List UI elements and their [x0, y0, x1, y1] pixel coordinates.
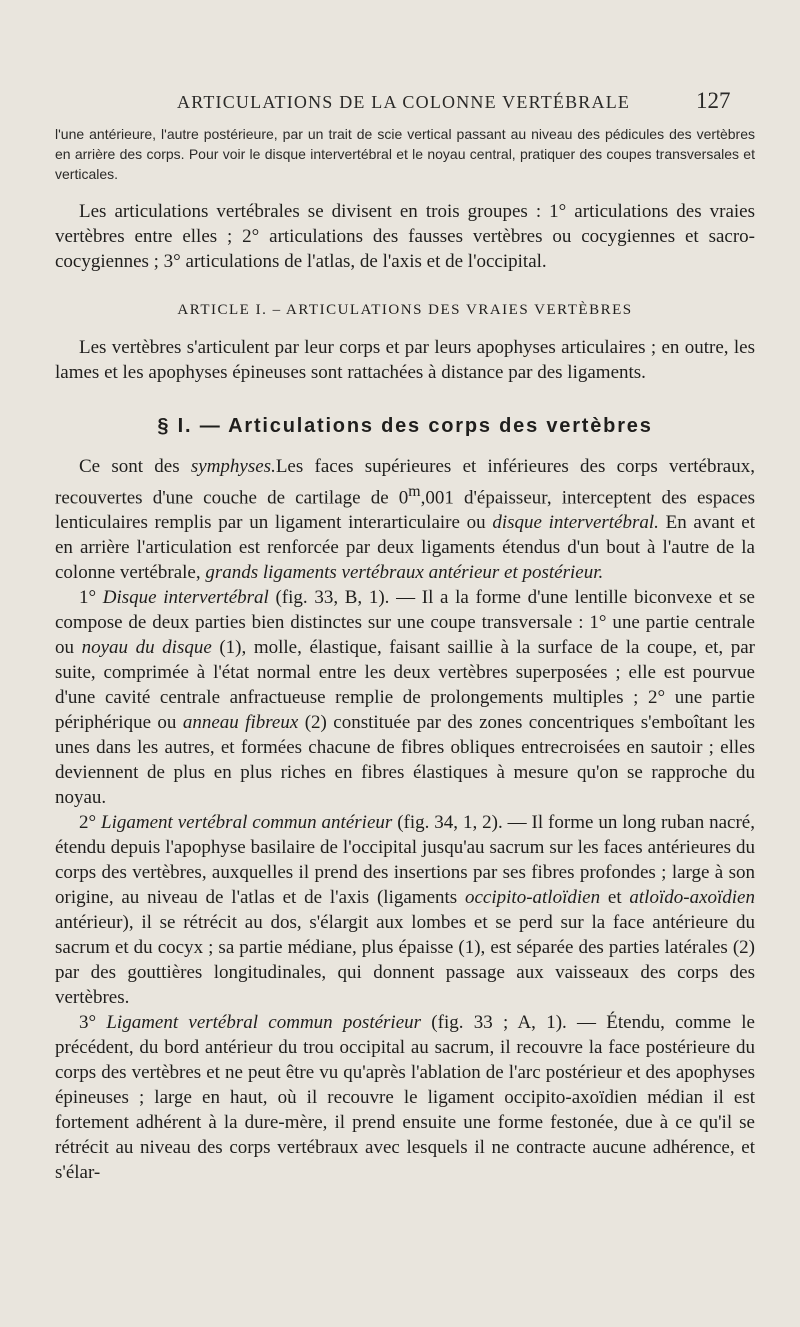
page-header: [0, 88, 800, 118]
section-title: § I. — Articulations des corps des vertèbres: [157, 415, 653, 437]
small-print-note: l'une antérieure, l'autre postérieure, par un trait de scie vertical passant au niveau des pédicules des vertèbres en arrière des corps. Pour voir le disque intervertébral et le noyau central, pratiquer des coupes transversales et verticales.: [55, 126, 755, 182]
page-content: [55, 124, 755, 1185]
paragraph-ligament-anterieur: 2° Ligament vertébral commun antérieur (fig. 34, 1, 2). — Il forme un long ruban nacré, étendu depuis l'apophyse basilaire de l'occipital jusqu'au sacrum sur les faces antérieures du corps des vertèbres, auxquelles il prend des insertions par ses fibres profondes ; large à son origine, au niveau de l'atlas et de l'axis (ligaments occipito-atloïdien et atloïdo-axoïdien antérieur), il se rétrécit au dos, s'élargit aux lombes et se perd sur la face antérieure du sacrum et du cocyx ; sa partie médiane, plus épaisse (1), est séparée des parties latérales (2) par des gouttières longitudinales, qui donnent passage aux vaisseaux des corps des vertèbres.: [55, 812, 755, 1009]
running-head: ARTICULATIONS DE LA COLONNE VERTÉBRALE: [177, 92, 631, 112]
intro-paragraph: Les articulations vertébrales se divisent en trois groupes : 1° articulations des vraies vertèbres entre elles ; 2° articulations des fausses vertèbres ou cocygiennes et sacro-cocygiennes ; 3° articulations de l'atlas, de l'axis et de l'occipital.: [55, 201, 755, 272]
page-number: 127: [696, 88, 731, 113]
paragraph-disque-intervertebral: 1° Disque intervertébral (fig. 33, B, 1). — Il a la forme d'une lentille biconvexe et se compose de deux parties bien distinctes sur une coupe transversale : 1° une partie centrale ou noyau du disque (1), molle, élastique, faisant saillie à la surface de la coupe, et, par suite, comprimée à l'état normal entre les deux vertèbres superposées ; elle est pourvue d'une cavité centrale anfractueuse remplie de prolongements multiples ; 2° une partie périphérique ou anneau fibreux (2) constituée par des zones concentriques s'emboîtant les unes dans les autres, et formées chacune de fibres obliques entrecroisées en sautoir ; elles deviennent de plus en plus riches en fibres élastiques à mesure qu'on se rapproche du noyau.: [55, 587, 756, 809]
paragraph-ligament-posterieur: 3° Ligament vertébral commun postérieur (fig. 33 ; A, 1). — Étendu, comme le précédent, du bord antérieur du trou occipital au sacrum, il recouvre la face postérieure du corps des vertèbres et ne peut être vu qu'après l'ablation de l'arc postérieur et des apophyses épineuses ; large en haut, où il recouvre le ligament occipito-axoïdien médian il est fortement adhérent à la dure-mère, il prend ensuite une forme festonée, due à ce qu'il se rétrécit au niveau des corps vertébraux avec lesquels il ne contracte aucune adhérence, et s'élar-: [55, 1012, 755, 1184]
article-intro-paragraph: Les vertèbres s'articulent par leur corps et par leurs apophyses articulaires ; en outre, les lames et les apophyses épineuses sont rattachées à distance par des ligaments.: [55, 337, 755, 383]
paragraph-symphyses: Ce sont des symphyses.Les faces supérieures et inférieures des corps vertébraux, recouvertes d'une couche de cartilage de 0$^m$,001 d'épaisseur, interceptent des espaces lenticulaires remplis par un ligament interarticulaire ou disque intervertébral. En avant et en arrière l'articulation est renforcée par deux ligaments étendus d'un bout à l'autre de la colonne vertébrale, grands ligaments vertébraux antérieur et postérieur.: [55, 456, 755, 584]
article-title: ARTICLE I. – ARTICULATIONS DES VRAIES VERTÈBRES: [177, 302, 633, 318]
